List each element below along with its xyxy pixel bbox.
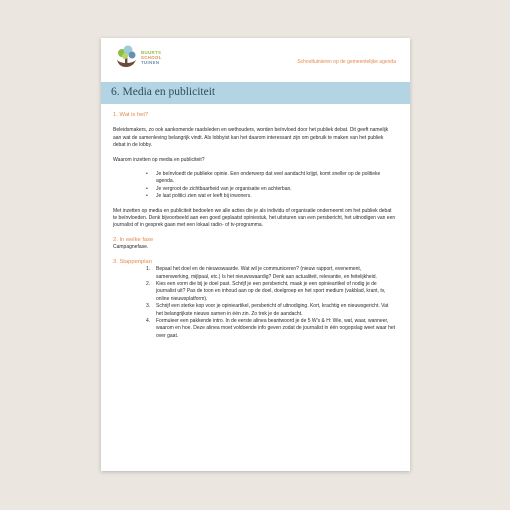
step-text: Bepaal het doel en de nieuwswaarde. Wat wil je communiceren? (nieuw rapport, evenement, samenwerking, mijlpaal, etc.) Is het nieuwswaardig? Denk aan actualiteit, relevantie, en feitelijkheid.	[156, 266, 377, 280]
subheading-in-welke-fase: 2. In welke fase	[113, 236, 154, 243]
subheading-wat-is-het: 1. Wat is het?	[113, 112, 149, 118]
list-item: • Je vergroot de zichtbaarheid van je organisatie en achterban.	[146, 186, 396, 193]
logo-line-3: TUINEN	[141, 60, 160, 65]
section-title: 6. Media en publiciteit	[111, 86, 216, 98]
step-number: 1.	[146, 266, 151, 273]
paragraph-explanation: Met inzetten op media en publiciteit bedoelen we alle acties die je als individu of organisatie onderneemt om het publiek debat te beïnvloeden. Denk bijvoorbeeld aan een goed geplaatst opiniestuk, het uitsturen van een persbericht, het uitnodigen van een journalist of in gesprek gaan met een lokaal radio- of tv-programma.	[113, 207, 396, 229]
list-item: • Je beïnvloedt de publieke opinie. Een onderwerp dat veel aandacht krijgt, komt sneller op de politieke agenda.	[146, 171, 396, 186]
document-body	[113, 112, 396, 340]
step-text: Kies een vorm die bij je doel past. Schrijf je een persbericht, maak je een opinieartikel of nodig je de journalist uit? Pas de toon en inhoud aan op de doel, doelgroep en het sport medium (vakblad, krant, tv, online nieuwsplatform).	[156, 280, 386, 302]
step-text: Schrijf een sterke kop voor je opinieartikel, persbericht of uitnodiging. Kort, krachtig en nieuwsgericht. Vat het belangrijkste nieuws samen in één zin. Zo trek je de aandacht.	[156, 303, 389, 317]
logo-line-2: SCHOOL	[141, 55, 162, 60]
step-item	[146, 303, 396, 318]
step-item	[146, 318, 396, 340]
list-item: • Je laat politici zien wat er leeft bij inwoners.	[146, 193, 396, 200]
paragraph-question: Waarom inzetten op media en publiciteit?	[113, 156, 205, 163]
step-item	[146, 281, 396, 303]
step-number: 2.	[146, 280, 151, 287]
section-title-band	[101, 82, 410, 104]
reasons-list	[113, 171, 396, 201]
tree-hand-icon	[113, 45, 141, 69]
paragraph-phase: Campagnefase.	[113, 244, 149, 251]
paragraph-intro: Beleidsmakers, zo ook aankomende raadsleden en wethouders, worden beïnvloed door het publiek debat. Dit geeft namelijk aan wat de samenleving belangrijk vindt. Als lobbyist kan het daarom interessant zijn om gebruik te maken van het publiek debat in de lobby.	[113, 127, 389, 149]
logo-line-1: BUURTS	[141, 50, 162, 55]
document-page	[101, 38, 410, 471]
step-number: 3.	[146, 303, 151, 310]
step-item	[146, 266, 396, 281]
step-number: 4.	[146, 317, 151, 324]
document-subtitle: Schooltuinieren op de gemeentelijke agenda	[297, 59, 396, 65]
step-text: Formuleer een pakkende intro. In de eerste alinea beantwoord je de 5 W’s & H: Wie, wat, waar, wanneer, waarom en hoe. Deze alinea moet voldoende info geven zodat de journalist in één oogopslag weet waar het over gaat.	[156, 317, 396, 339]
steps-list	[113, 266, 396, 340]
organization-logo	[113, 45, 183, 69]
subheading-stappenplan: 3. Stappenplan	[113, 258, 153, 265]
